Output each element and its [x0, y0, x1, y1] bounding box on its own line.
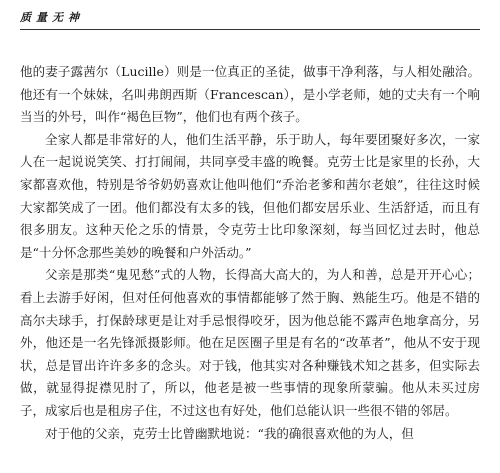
paragraph-2: 全家人都是非常好的人，他们生活平静，乐于助人，每年要团聚好多次，一家人在一起说说笑笑、打打闹闹，共同享受丰盛的晚餐。克劳士比是家里的长孙，大家都喜欢他，特别是爷爷奶奶喜欢让他叫他们“乔治老爹和茜尔老娘”，往往这时候大家都笑成了一团。他们都没有太多的钱，但他们都安居乐业、生活舒适，而且有很多朋友。这种天伦之乐的情景，令克劳士比印象深刻，每当回忆过去时，他总是“十分怀念那些美妙的晚餐和户外活动。” [20, 131, 480, 260]
page-body [20, 61, 480, 445]
paragraph-4: 对于他的父亲，克劳士比曾幽默地说：“我的确很喜欢他的为人，但 [45, 425, 414, 441]
paragraph-1: 他的妻子露茜尔（Lucille）则是一位真正的圣徒，做事干净利落，与人相处融洽。他还有一个妹妹，名叫弗朗西斯（Francescan），是小学老师，她的丈夫有一个响当当的外号，叫作“褐色巨物”，他们也有两个孩子。 [20, 64, 480, 125]
running-header [20, 6, 480, 30]
paragraph-3: 父亲是那类“鬼见愁”式的人物，长得高大高大的，为人和善，总是开开心心；看上去游手好闲，但对任何他喜欢的事情都能够了然于胸、熟能生巧。他是不错的高尔夫球手，打保龄球更是让对手忌恨得咬牙，因为他总能不露声色地拿高分，另外，他还是一名先锋派摄影师。他在足医圈子里是有名的“改革者”，他从不安于现状，总是冒出许许多多的念头。对于钱，他其实对各种赚钱术知之甚多，但实际去做，就显得捉襟见肘了，所以，他老是被一些事情的现象所蒙骗。他从未买过房子，成家后也是租房子住，不过这也有好处，他们总能认识一些很不错的邻居。 [20, 267, 480, 418]
header-title: 质量无神 [20, 11, 84, 24]
